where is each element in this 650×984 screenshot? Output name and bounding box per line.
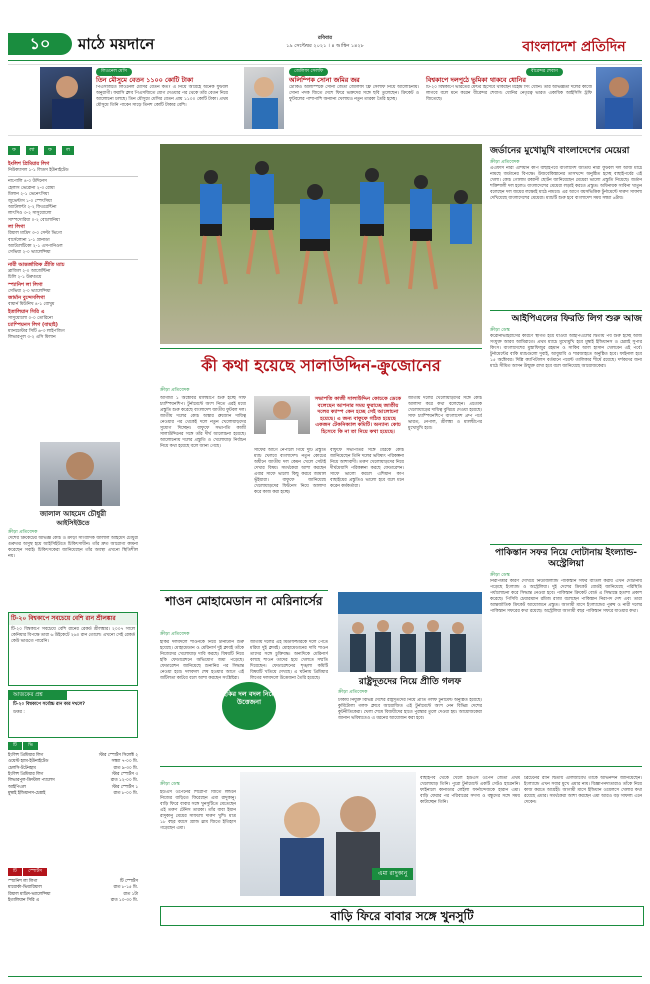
story3-headline: রাষ্ট্রদূতদের নিয়ে প্রীতি গলফ [358,677,462,687]
result-line: চিলি ২-১ উরুগুয়ে [8,275,42,281]
quiz-title: আজকের প্রশ্ন [9,691,67,700]
pak-body: নিরাপত্তার কারণ দেখিয়ে নিউজিল্যান্ড পাকিস্তান সফর বাতিল করায় এখন দোটানায় পড়েছে ইংল্যান্ড ও অস্ট্রেলিয়া। দুই দেশের ক্রিকেট বোর্ডই জানিয়েছে পরিস্থিতি পর্যালোচনা করে সিদ্ধান্ত নেওয়া হবে। পাকিস্তান ক্রিকেট বোর্ড এ সিদ্ধান্তে হতাশা প্রকাশ করেছে। পিসিবি চেয়ারম্যান রমিজ রাজা বলেছেন পাকিস্তান নিরাপদ দেশ এবং তারা আন্তর্জাতিক ক্রিকেট আয়োজনে প্রস্তুত। আগামী মাসে ইংল্যান্ডের পুরুষ ও নারী দলের পাকিস্তান সফরের কথা রয়েছে। অস্ট্রেলিয়া আগামী বছর পাকিস্তান সফরে যাওয়ার কথা। [490,579,642,615]
divider [490,310,642,311]
ipl-headline: আইপিএলের ফিরতি লিগ শুরু আজ [511,314,642,324]
footer-rule [8,976,642,977]
results-list [8,161,138,342]
schedule-row: আইপিএল স্টার স্পোর্টস ১ [8,784,138,790]
schedule-row: ওয়েস্ট হ্যাম-ইউনাইটেড সন্ধ্যা ৭-০০ মি. [8,759,138,765]
lead-byline: ক্রীড়া প্রতিবেদক [160,388,190,393]
header-day: রবিবার [318,35,332,41]
bottom-headline: বাড়ি ফিরে বাবার সঙ্গে খুনসুটি [160,906,644,926]
t20-title: টি-২০ বিশ্বকাপে সবচেয়ে বেশি রান শ্রীলঙ্কার [9,613,137,625]
top-item-2-headline: অলিম্পিক সোনা জমির জর [289,76,360,85]
result-heading: জার্মান বুন্দেসলিগা [8,295,45,302]
jordan-story [490,146,642,296]
jordan-body: এএফসি নারী এশিয়ান কাপ বাছাইপর্বে বাংলাদেশ জাতীয় নারী ফুটবল দল আজ মাঠে নামছে জর্ডানের বিপক্ষে। উজবেকিস্তানের তাসখন্দে অনুষ্ঠিত হচ্ছে বাছাইপর্বের এই খেলা। কোচ গোলাম রব্বানী ছোটন জানিয়েছেন মেয়েরা ভালো প্রস্তুতি নিয়েছে। জর্ডান শক্তিশালী দল হলেও বাংলাদেশের মেয়েরা লড়াই করতে প্রস্তুত। অধিনায়ক সাবিনা খাতুন বলেছেন দল জয়ের লক্ষ্যেই মাঠে নামবে। এর আগে বয়সভিত্তিক টুর্নামেন্টে দারুণ সাফল্য দেখিয়েছে বাংলাদেশের মেয়েরা। ম্যাচটি শুরু হবে বাংলাদেশ সময় সন্ধ্যা ৬টায়। [490,166,642,202]
schedule-row: ইতালিয়ান সিরি এ রাত ১০-৩০ মি. [8,897,138,903]
header-date: ১৯ সেপ্টেম্বর ২০২১ । ৪ আশ্বিন ১৪২৮ [286,43,364,49]
top-item-2 [289,68,419,125]
bottom-body-2: বাছাইপর্ব থেকে খেলে ইউএস ওপেন জেতা প্রথম খেলোয়াড় তিনি। পুরো টুর্নামেন্টে একটি সেটও হারেননি। ফাইনালে কানাডার লেইলা ফার্নান্দেজকে হারান এমা। বাড়ি ফেরার পর পরিবারের সদস্য ও বন্ধুদের সঙ্গে সময় কাটাচ্ছেন তিনি। [420,776,520,805]
lead-headline: কী কথা হয়েছে সালাউদ্দিন-ক্রুজোনের [201,356,441,375]
tv-title-letter: টি [8,742,22,750]
top-item-2-tag: জেলিফা সেলফি [289,68,328,76]
top-item-1 [96,68,228,125]
result-line: মিলান ২-১ ভেনেৎসিয়া [8,192,49,198]
result-line: রিয়াল মাদ্রিদ ৩-০ সেল্টা ভিগো [8,231,62,237]
quiz-question: টি-২০ বিশ্বকাপে সর্বোচ্চ রান কার দখলে? [13,702,85,708]
bottom-body-1: ইউএস ওপেনের শিরোপা জিতে লন্ডনে নিজের বাড়িতে ফিরেছেন এমা রাদুকানু। বাড়ি ফিরে বাবার সঙ্গে খুনসুটিতে মেতেছেন এই তরুণ টেনিস তারকা। তাঁর বাবা ইয়ান রাদুকানু মেয়ের সাফল্যে দারুণ খুশি। মাত্র ১৮ বছর বয়সে গ্র্যান্ড স্লাম জিতে ইতিহাস গড়েছেন এমা। [160,790,236,831]
lead-quote: সভাপতি কাজী সালাউদ্দিন কোচকে ডেকে বলেছেন আপনার সময় ফুরাচ্ছে জাতীয় দলের ক্যাম্প কেন হচ্ছে সেই আলোচনা হয়েছে। এ জন্য বাফুফে গঠিত হয়েছে একজন টেকনিক্যাল কমিটি। অন্যান্য কোচ হিসেবে কি না তা নিয়ে কথা হয়েছে। [314,396,402,435]
result-heading: চ্যাম্পিয়নস লিগ (বাছাই) [8,321,58,328]
schedule-row: ইংলিশ প্রিমিয়ার লিগ স্টার স্পোর্টস সিলেক্ট ২ [8,753,138,759]
story3-byline: ক্রীড়া প্রতিবেদক [338,690,368,695]
top-item-3-body: টি-২০ বিশ্বকাপে ভারতের মেন্টর হিসেবে থাকছেন মহেন্দ্র সিং ধোনি। তাঁর অভিজ্ঞতা দলের কাজে লাগবে বলে মনে করেন বীরেন্দর শেবাগ। ধোনির নেতৃত্বে ভারত একাধিক আইসিসি ট্রফি জিতেছে। [426,84,592,102]
results-letter: ফ [8,146,20,155]
lead-body-col3: বাফুফে সভাপতির সঙ্গে বৈঠকে কোচ জানিয়েছেন তিনি দলের ভবিষ্যৎ পরিকল্পনা নিয়ে আশাবাদী। তরুণ খেলোয়াড়দের নিয়ে দীর্ঘমেয়াদি পরিকল্পনা করছে ফেডারেশন। সাফে ভালো করলে এশিয়ান কাপ বাছাইয়ের প্রস্তুতিও ভালো হবে বলে মনে করেন কর্মকর্তারা। [330,448,404,489]
story2-byline: ক্রীড়া প্রতিবেদক [160,632,190,637]
result-line: ম্যানচেস্টার সিটি ৬-৩ লাইপজিগ [8,328,65,334]
svg-text:বাংলাদেশ প্রতিদিন: বাংলাদেশ প্রতিদিন [522,39,626,55]
t20-box [8,612,138,686]
schedule-row: মুম্বাই ইন্ডিয়ানস-চেন্নাই রাত ৮-০০ মি. [8,790,138,796]
result-heading: স্প্যানিশ লা লিগা [8,281,43,288]
result-line: অ্যাটলান্টা ২-২ ফিওরেন্টিনা [8,205,57,211]
top-item-1-tag: লিওনেল মেসি [96,68,132,76]
lead-body-col2: সাফের আগে নেপালে গিয়ে দুটি প্রস্তুতি ম্যাচ খেলবে বাংলাদেশ। নতুন কোচের অধীনে জাতীয় দল কেমন খেলে সেটাই দেখার বিষয়। সমর্থকেরা আশা করছেন এবার সাফে ভালো কিছু করবে জামাল ভূঁইয়ারা। বাফুফে জানিয়েছে খেলোয়াড়দের ফিটনেস নিয়ে আলাদা করে কাজ করা হচ্ছে। [254,448,326,495]
schedule-row: লিভারপুল-ক্রিস্টাল প্যালেস রাত ১২-০০ মি. [8,778,138,784]
salauddin-photo [254,396,310,434]
result-line: ব্রাজিল ২-০ আর্জেন্টিনা [8,268,51,274]
quiz-answer-label: উত্তর : [13,710,25,716]
profile-name: জালাল আহমেদ চৌধুরী [39,510,107,518]
profile-byline: ক্রীড়া প্রতিবেদক [8,530,38,536]
bottom-body-3: ব্রিটেনের রানি দ্বিতীয় এলিজাবেথ তাঁকে অভিনন্দন জানিয়েছেন। ইংল্যান্ডে এখন সবার মুখে এমার নাম। বিজ্ঞাপনদাতারাও তাঁকে নিয়ে কাজ করতে আগ্রহী। আগামী মাসে ইন্ডিয়ান ওয়েলসে খেলার কথা রয়েছে এমার। সমর্থকেরা আশা করছেন এমা আরও বড় সাফল্য এনে দেবেন। [524,776,642,805]
jordan-headline: জর্ডানের মুখোমুখি বাংলাদেশের মেয়েরা [490,146,630,156]
ipl-byline: ক্রীড়া ডেস্ক [490,328,510,333]
top-item-2-body: টোকিও অলিম্পিকে সোনা জেতা জেলিফা ফ্রি সেলফি নিয়ে আলোচনায়। সোনা পদক জিতে দেশে ফিরে ভক্তদের সঙ্গে ছবি তুলেছেন। ক্রিকেট ও ফুটবলের পাশাপাশি অন্যান্য খেলায়ও নতুন তারকা তৈরি হচ্ছে। [289,84,419,102]
newspaper-logo [506,34,642,58]
results-letter: লা [26,146,38,155]
schedule-row: চেলসি-টটেনহাম রাত ৯-৩০ মি. [8,765,138,771]
result-heading: ইংলিশ প্রিমিয়ার লিগ [8,161,50,167]
result-line: নিউক্যাসল ১-১ লিডস ইউনাইটেড [8,168,69,173]
top-item-1-body: পিএসজিতে লিওনেল মেসির বেতন কত? এ নিয়ে আগ্রহে অনেক ফুটবল অনুরাগী। ফরাসি ক্লাব পিএসজিতে যোগ দেওয়ার পর থেকে তাঁর বেতন নিয়ে আলোচনা চলছে। তিন মৌসুমে মেসির বেতন প্রায় ১১০০ কোটি টাকা। প্রথম মৌসুমে তিনি পাবেন সাড়ে তিনশ কোটি টাকার বেশি। [96,84,228,108]
story2-headline: শাওন মোহামেডান না মেরিনার্সের [165,594,323,608]
results-letter: ল [62,146,74,155]
result-line: সেভিয়া ২-০ ভ্যালেন্সিয়া [8,288,51,294]
result-line: লিভারপুল ৩-২ এসি মিলান [8,335,56,341]
section-title: মাঠে ময়দানে [78,35,155,53]
result-line: সেভিয়া ২-০ ভ্যালেন্সিয়া [8,250,51,256]
quiz-box [8,690,138,738]
pak-headline: পাকিস্তান সফর নিয়ে দোটানায় ইংল্যান্ড-অস্ট্রেলিয়া [494,548,638,569]
profile-subtitle: আইসিইউতে [56,519,90,528]
jordan-byline: ক্রীড়া প্রতিবেদক [490,160,520,165]
sports-schedule [8,868,138,904]
page-number: ১০ [8,33,72,55]
result-line: সাম্পদোরিয়া ০-২ বোলোনিয়া [8,217,60,223]
jalal-photo [40,442,120,506]
header-rule [8,60,642,61]
raducanu-tag: এমা রাদুকানু [372,868,413,880]
result-line: বার্সেলোনা ১-১ গ্রানাডা [8,237,50,243]
divider [160,590,328,591]
story3-body: ঢাকায় নিযুক্ত বিভিন্ন দেশের রাষ্ট্রদূতদের নিয়ে প্রীতি গলফ টুর্নামেন্ট অনুষ্ঠিত হয়েছে। কুর্মিটোলা গলফ ক্লাবে আয়োজিত এই টুর্নামেন্টে অংশ নেন বিভিন্ন দেশের কূটনীতিকেরা। খেলা শেষে বিজয়ীদের হাতে পুরস্কার তুলে দেওয়া হয়। আয়োজকেরা জানান ভবিষ্যতেও এ ধরনের আয়োজন করা হবে। [338,698,482,721]
schedule-row: ইংলিশ প্রিমিয়ার লিগ স্টার স্পোর্টস ৩ [8,771,138,777]
sports-title-letter: টি [8,868,22,876]
messi-photo [40,67,92,129]
top-item-3 [426,68,592,125]
sehwag-photo [596,67,642,129]
result-line: নাপোলি ৪-০ উদিনেস [8,179,47,185]
lead-body-col4: জাতীয় দলের খেলোয়াড়দের সঙ্গে কোচ আলাদা করে কথা বলেছেন। প্রত্যেক খেলোয়াড়ের দায়িত্ব বুঝিয়ে দেওয়া হয়েছে। সাফ চ্যাম্পিয়নশিপে বাংলাদেশ গ্রুপ পর্বে ভারত, নেপাল, শ্রীলঙ্কা ও মালদ্বীপের মুখোমুখি হবে। [408,396,482,431]
result-line: বায়ার্ন মিউনিখ ৪-১ বোখুম [8,302,55,308]
top-item-3-tag: বীরেন্দর শেবাগ [526,68,563,76]
bottom-byline: ক্রীড়া ডেস্ক [160,782,180,787]
result-line: অ্যাটলেটিকো ২-১ এসপানিওল [8,244,63,250]
result-line: হেলাস ভেরোনা ২-৩ রোমা [8,185,55,191]
result-line: লাৎসিও ৩-২ সাসুয়োলো [8,211,52,217]
tv-title-letter: ভি [23,742,38,750]
result-heading: লা লিগা [8,224,25,231]
pak-byline: ক্রীড়া ডেস্ক [490,573,510,578]
results-letter: ফ [44,146,56,155]
schedule-row: রিয়াল মাদ্রিদ-ভ্যালেন্সিয়া রাত ১টা [8,891,138,897]
womens-football-photo [160,144,482,344]
story2-callout: হকির দল বদল নিয়ে উত্তেজনা [222,682,276,730]
result-line: জুভেন্টাস ১-০ স্পেৎসিয়া [8,198,52,204]
result-heading: নারী আন্তর্জাতিক প্রীতি ম্যাচ [8,261,65,268]
top-item-1-headline: তিন মৌসুমে বেতন ১১০০ কোটি টাকা [96,76,194,85]
divider [490,544,642,545]
profile-block [8,510,138,596]
top-item-3-headline: বিশ্বকাপে দলপুঠে ভুমিকা থাকবে ধোনির [426,76,526,85]
pak-story [490,548,642,775]
divider [160,766,642,767]
sports-title-letter: স্পোর্টস [23,868,47,876]
jelifa-photo [244,67,284,129]
result-heading: ইতালিয়ান সিরি এ [8,308,45,315]
results-header [8,146,138,156]
lead-body-col1: আগামী ১ অক্টোবর মালদ্বীপে শুরু হচ্ছে সাফ চ্যাম্পিয়নশিপ। টুর্নামেন্টে অংশ নিতে এরই মধ্যে প্রস্তুতি শুরু করেছে বাংলাদেশ জাতীয় ফুটবল দল। জাতীয় দলের কোচ অস্কার ব্রুজোন দায়িত্ব নেওয়ার পর থেকেই দলে নতুন খেলোয়াড়দের সুযোগ দিচ্ছেন। বাফুফে সভাপতি কাজী সালাউদ্দিনের সঙ্গে তাঁর দীর্ঘ আলোচনা হয়েছে। আলোচনায় দলের প্রস্তুতি ও খেলোয়াড় নির্বাচন নিয়ে কথা হয়েছে বলে জানা গেছে। [160,396,246,449]
result-line: সাসুয়োলো ০-০ তোরিনো [8,315,53,321]
divider [160,348,482,349]
schedule-row: স্প্যানিশ লা লিগা টি স্পোর্টস [8,879,138,885]
tv-schedule [8,742,138,797]
t20-body: টি-২০ বিশ্বকাপে সবচেয়ে বেশি রানের রেকর্ড শ্রীলঙ্কার। ২০০৭ সালে কেনিয়ার বিপক্ষে তারা ৬ উইকেটে ২৬০ রান তোলে। এখনো সেই রেকর্ড কেউ ভাঙতে পারেনি। [11,627,135,645]
ipl-story [490,314,642,492]
golf-photo [338,592,482,672]
schedule-row: মায়োর্কা-ভিয়ারিয়াল রাত ৮-১৫ মি. [8,885,138,891]
ipl-body: করোনাভাইরাসের কারণে স্থগিত হয়ে যাওয়া আইপিএলের দ্বিতীয় পর্ব শুরু হচ্ছে আজ সংযুক্ত আরব আমিরাতে। প্রথম ম্যাচে মুখোমুখি হবে মুম্বাই ইন্ডিয়ানস ও চেন্নাই সুপার কিংস। বাংলাদেশের মুস্তাফিজুর রহমান ও সাকিব আল হাসান খেলবেন এই পর্বে। টুর্নামেন্টের বাকি ম্যাচগুলো দুবাই, আবুধাবি ও শারজাহতে অনুষ্ঠিত হবে। ফাইনাল হবে ১৫ অক্টোবর। দিল্লি ক্যাপিটালস বর্তমানে পয়েন্ট তালিকার শীর্ষে রয়েছে। দর্শকদের জন্য মাঠে সীমিত আসন উন্মুক্ত রাখা হবে বলে জানিয়েছে আয়োজকেরা। [490,334,642,370]
story2-body: হকির দলবদলে শাওনকে নিয়ে টানাটানি শুরু হয়েছে। মোহামেডান ও মেরিনার্স দুই ক্লাবই তাঁকে নিজেদের খেলোয়াড় দাবি করছে। বিষয়টি নিয়ে হকি ফেডারেশনে অভিযোগ জমা পড়েছে। ফেডারেশন জানিয়েছে শুনানির পর সিদ্ধান্ত নেওয়া হবে। দলবদল শেষ হওয়ার আগে এই জটিলতা কাটবে বলে আশা করছেন সংশ্লিষ্টরা। [160,640,244,681]
profile-body: দেশের ক্রিকেটের অভিজ্ঞ কোচ ও ক্রীড়া সাংবাদিক জালাল আহমেদ চৌধুরী গুরুতর অসুস্থ হয়ে আইসিইউতে চিকিৎসাধীন। তাঁর দ্রুত আরোগ্য কামনা করেছেন সবাই। চিকিৎসকেরা জানিয়েছেন তাঁর অবস্থা এখনো স্থিতিশীল নয়। [8,536,138,560]
story2-body-b: জাতীয় দলের এই মিডফিল্ডারকে দলে পেতে মরিয়া দুই ক্লাবই। মোহামেডানের দাবি শাওন তাদের সঙ্গে চুক্তিবদ্ধ। অন্যদিকে মেরিনার্স বলছে শাওন তাদের হয়ে খেলতে সম্মতি দিয়েছেন। ফেডারেশনের শৃঙ্খলা কমিটি বিষয়টি খতিয়ে দেখছে। এ ঘটনায় প্রিমিয়ার লিগের দলবদলে উত্তেজনা তৈরি হয়েছে। [250,640,328,681]
